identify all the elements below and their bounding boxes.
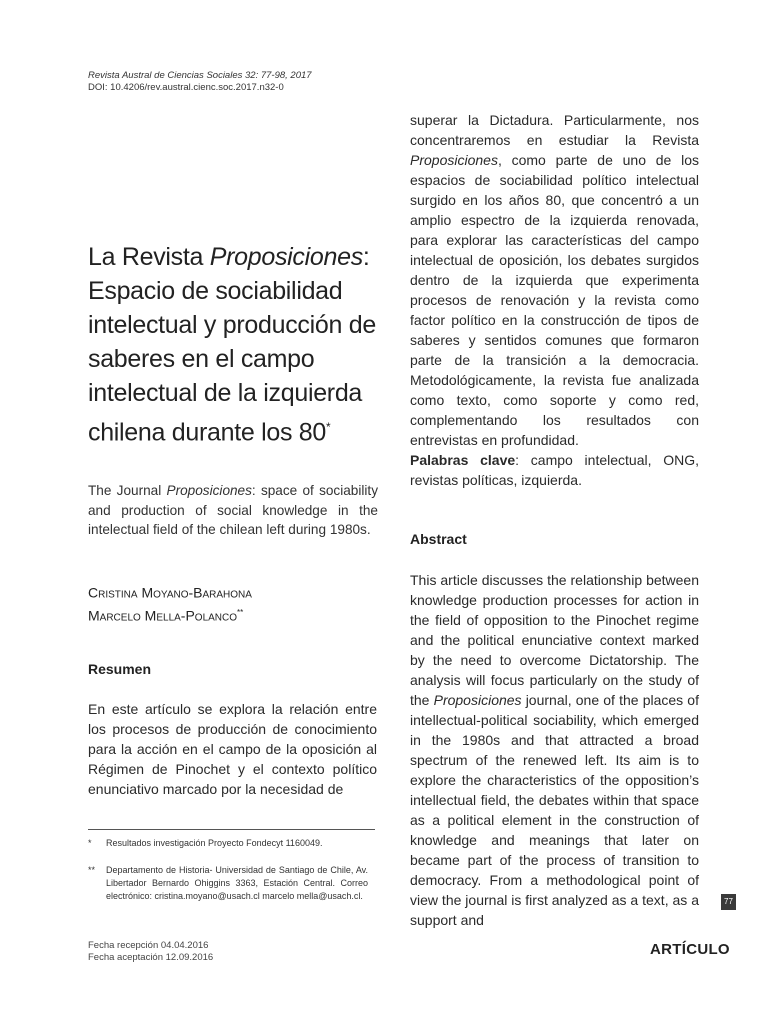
journal-citation: Revista Austral de Ciencias Sociales 32: 77-98, 2017 <box>88 70 312 81</box>
english-title: The Journal Proposiciones: space of sociability and production of social knowledge in the intelectual field of the chilean left during 1980s. <box>88 483 379 537</box>
abstract-heading: Abstract <box>410 531 467 547</box>
authors <box>88 580 252 625</box>
title-journal-name: Proposiciones <box>209 243 363 271</box>
doi: DOI: 10.4206/rev.austral.cienc.soc.2017.n32-0 <box>88 82 284 93</box>
keywords: Palabras clave: campo intelectual, ONG, revistas políticas, izquierda. <box>410 452 699 488</box>
footnote-divider <box>88 829 375 830</box>
date-received: Fecha recepción 04.04.2016 <box>88 940 209 951</box>
title-footnote-mark: * <box>326 420 331 434</box>
resumen-heading: Resumen <box>88 661 152 677</box>
article-dates <box>88 940 213 964</box>
date-accepted: Fecha aceptación 12.09.2016 <box>88 952 214 963</box>
keywords-label: Palabras clave <box>410 452 516 468</box>
page-number: 77 <box>721 894 736 910</box>
resumen-text-left: En este artículo se explora la relación entre los procesos de producción de conocimiento para la acción en el campo de la oposición al Régimen de Pinochet y el contexto político enunciativo marcado por la necesidad de <box>88 701 377 797</box>
footnote-2: ** Departamento de Historia- Universidad de Santiago de Chile, Av. Libertador Bernardo Ohiggins 3363, Estación Central. Correo electrónico: cristina.moyano@usach.cl marcelo mella@usach.cl. <box>88 865 368 901</box>
resumen-text-right: superar la Dictadura. Particularmente, nos concentraremos en estudiar la Revista Proposiciones, como parte de uno de los espacios de sociabilidad político intelectual surgido en los años 80, que concentró a un amplio espectro de la izquierda renovada, para explorar las características del campo intelectual de oposición, los debates surgidos dentro de la izquierda que experimenta procesos de renovación y la revista como factor político en la construcción de tipos de saberes y sentidos comunes que formaron parte de la transición a la democracia. Metodológicamente, la revista fue analizada como texto, como soporte y como red, complementando los resultados con entrevistas en profundidad. <box>410 112 699 448</box>
author-1: Cristina Moyano-Barahona <box>88 584 252 601</box>
author-2: Marcelo Mella-Polanco** <box>88 607 244 624</box>
footnote-1: * Resultados investigación Proyecto Fondecyt 1160049. <box>88 838 323 848</box>
article-title: La Revista Proposiciones: Espacio de sociabilidad intelectual y producción de saberes en el campo intelectual de la izquierda chilena durante los 80* <box>88 243 376 447</box>
section-label: ARTÍCULO <box>650 941 730 958</box>
abstract-text: This article discusses the relationship between knowledge production processes for action in the field of opposition to the Pinochet regime and the political enunciative context marked by the need to overcome Dictatorship. The analysis will focus particularly on the study of the Proposiciones journal, one of the places of intellectual-political sociability, which emerged in the 1980s and that attracted a broad spectrum of the renewed left. Its aim is to explore the characteristics of the opposition’s intellectual field, the debates within that space as a political element in the construction of knowledge and meanings that later on became part of the process of transition to democracy. From a methodological point of view the journal is first analyzed as a text, as a support and <box>410 572 699 928</box>
